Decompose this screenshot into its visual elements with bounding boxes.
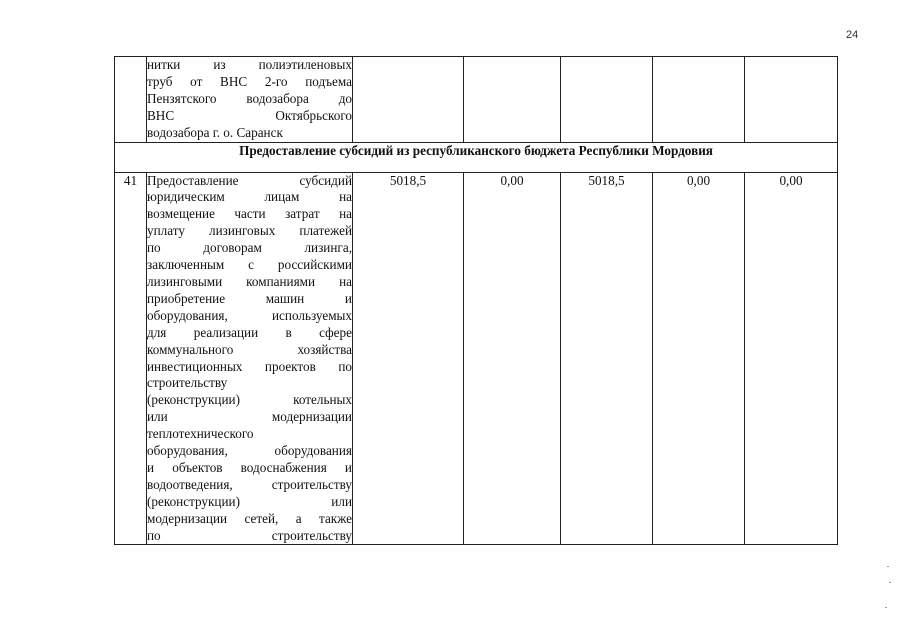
table-row-41 xyxy=(115,172,838,545)
value-cell xyxy=(353,57,464,143)
value-cell: 0,00 xyxy=(745,172,838,545)
description-line: модернизации сетей, а также xyxy=(147,510,352,526)
value-cell xyxy=(464,57,561,143)
description-line: Пензятского водозабора до xyxy=(147,90,352,106)
row-number-cell xyxy=(115,57,147,143)
description-line: нитки из полиэтиленовых xyxy=(147,57,352,72)
table-row-section xyxy=(115,142,838,172)
page-number: 24 xyxy=(846,29,859,41)
description-line: строительству xyxy=(147,375,228,391)
description-line: и объектов водоснабжения и xyxy=(147,459,352,475)
scan-speck xyxy=(887,566,889,567)
value-cell xyxy=(561,57,653,143)
description-line: водоотведения, строительству xyxy=(147,476,352,492)
description-line: оборудования, оборудования xyxy=(147,443,352,459)
value-cell xyxy=(653,57,745,143)
description-line: ВНС Октябрьского xyxy=(147,107,352,123)
description-line: Предоставление субсидий xyxy=(147,172,352,188)
description-line: возмещение части затрат на xyxy=(147,206,352,222)
description-line: или модернизации xyxy=(147,409,352,425)
scan-speck xyxy=(889,582,891,583)
value-cell: 0,00 xyxy=(653,172,745,545)
description-line: водозабора г. о. Саранск xyxy=(147,124,283,140)
description-line: инвестиционных проектов по xyxy=(147,358,352,374)
scan-speck xyxy=(885,607,887,608)
value-cell xyxy=(745,57,838,143)
description-line: заключенным с российскими xyxy=(147,257,352,273)
description-line: (реконструкции) или xyxy=(147,493,352,509)
row-number-cell: 41 xyxy=(115,172,147,545)
description-line: труб от ВНС 2-го подъема xyxy=(147,73,352,89)
description-line: по договорам лизинга, xyxy=(147,240,352,256)
description-line: приобретение машин и xyxy=(147,290,352,306)
section-title: Предоставление субсидий из республиканского бюджета Республики Мордовия xyxy=(115,142,838,172)
value-cell: 5018,5 xyxy=(561,172,653,545)
description-line: коммунального хозяйства xyxy=(147,341,352,357)
description-line: лизинговыми компаниями на xyxy=(147,273,352,289)
description-line: по строительству xyxy=(147,527,352,543)
description-line: уплату лизинговых платежей xyxy=(147,223,352,239)
description-line: оборудования, используемых xyxy=(147,307,352,323)
row-description-cell xyxy=(147,172,353,545)
budget-table xyxy=(114,56,838,545)
value-cell: 5018,5 xyxy=(353,172,464,545)
description-line: теплотехнического xyxy=(147,426,254,442)
table-row-continuation xyxy=(115,57,838,143)
value-cell: 0,00 xyxy=(464,172,561,545)
description-line: (реконструкции) котельных xyxy=(147,392,352,408)
description-line: для реализации в сфере xyxy=(147,324,352,340)
description-line: юридическим лицам на xyxy=(147,189,352,205)
row-description-cell xyxy=(147,57,353,143)
